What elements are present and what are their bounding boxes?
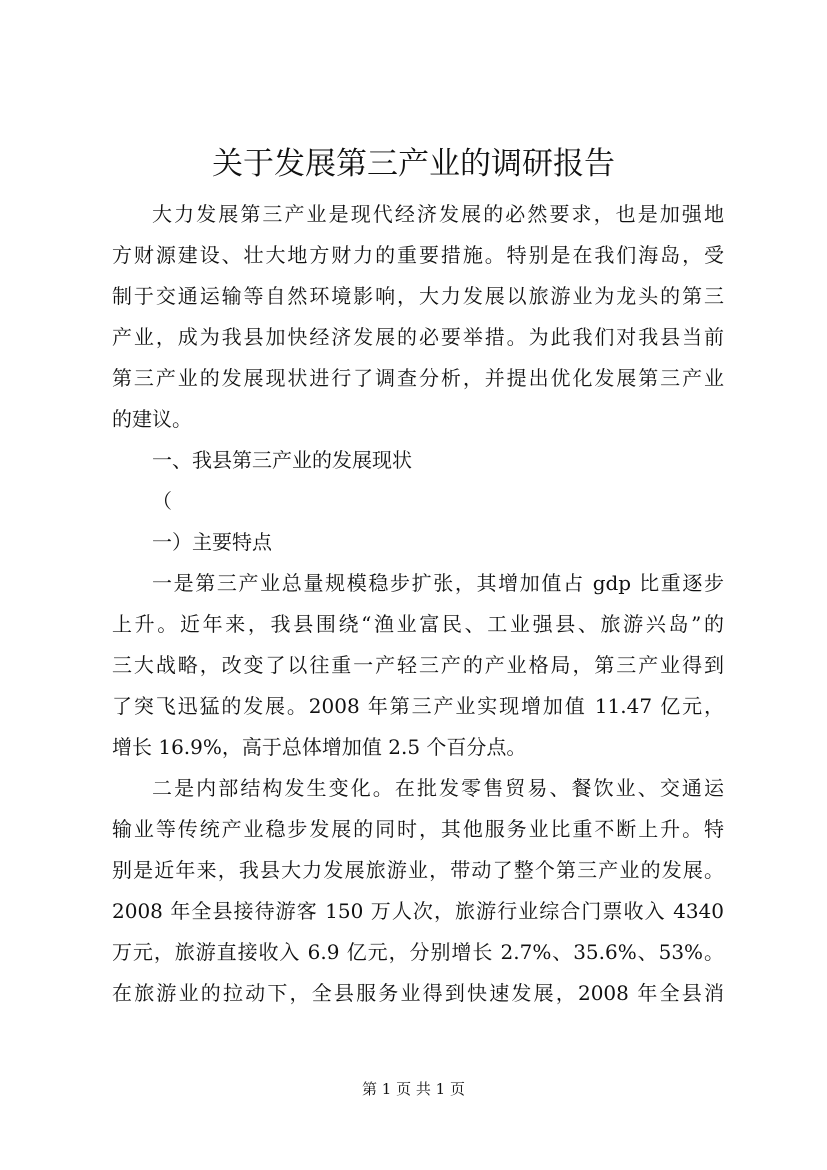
body-line: 2008 年全县接待游客 150 万人次，旅游行业综合门票收入 4340 (112, 899, 724, 923)
body-line: 的建议。 (112, 407, 192, 431)
body-line: 上升。近年来，我县围绕“渔业富民、工业强县、旅游兴岛”的 (112, 612, 724, 636)
subsection-heading-open: （ (152, 489, 172, 513)
body-line: 在旅游业的拉动下，全县服务业得到快速发展，2008 年全县消 (112, 981, 724, 1005)
body-line: 别是近年来，我县大力发展旅游业，带动了整个第三产业的发展。 (112, 858, 724, 882)
body-line: 一是第三产业总量规模稳步扩张，其增加值占 gdp 比重逐步 (152, 571, 724, 595)
body-line: 产业，成为我县加快经济发展的必要举措。为此我们对我县当前 (112, 325, 724, 349)
section-heading: 一、我县第三产业的发展现状 (152, 448, 412, 472)
body-line: 了突飞迅猛的发展。2008 年第三产业实现增加值 11.47 亿元， (112, 694, 724, 718)
body-line: 输业等传统产业稳步发展的同时，其他服务业比重不断上升。特 (112, 817, 724, 841)
body-line: 万元，旅游直接收入 6.9 亿元，分别增长 2.7%、35.6%、53%。 (112, 940, 724, 964)
body-line: 增长 16.9%，高于总体增加值 2.5 个百分点。 (112, 735, 527, 759)
body-line: 第三产业的发展现状进行了调查分析，并提出优化发展第三产业 (112, 366, 724, 390)
document-body (112, 194, 724, 1014)
body-line: 三大战略，改变了以往重一产轻三产的产业格局，第三产业得到 (112, 653, 724, 677)
page-footer: 第 1 页 共 1 页 (362, 1080, 465, 1098)
body-line: 方财源建设、壮大地方财力的重要措施。特别是在我们海岛，受 (112, 243, 724, 267)
subsection-heading: 一）主要特点 (152, 530, 272, 554)
body-line: 制于交通运输等自然环境影响，大力发展以旅游业为龙头的第三 (112, 284, 724, 308)
body-line: 二是内部结构发生变化。在批发零售贸易、餐饮业、交通运 (152, 776, 724, 800)
document-title: 关于发展第三产业的调研报告 (212, 146, 615, 182)
body-line: 大力发展第三产业是现代经济发展的必然要求，也是加强地 (152, 202, 724, 226)
